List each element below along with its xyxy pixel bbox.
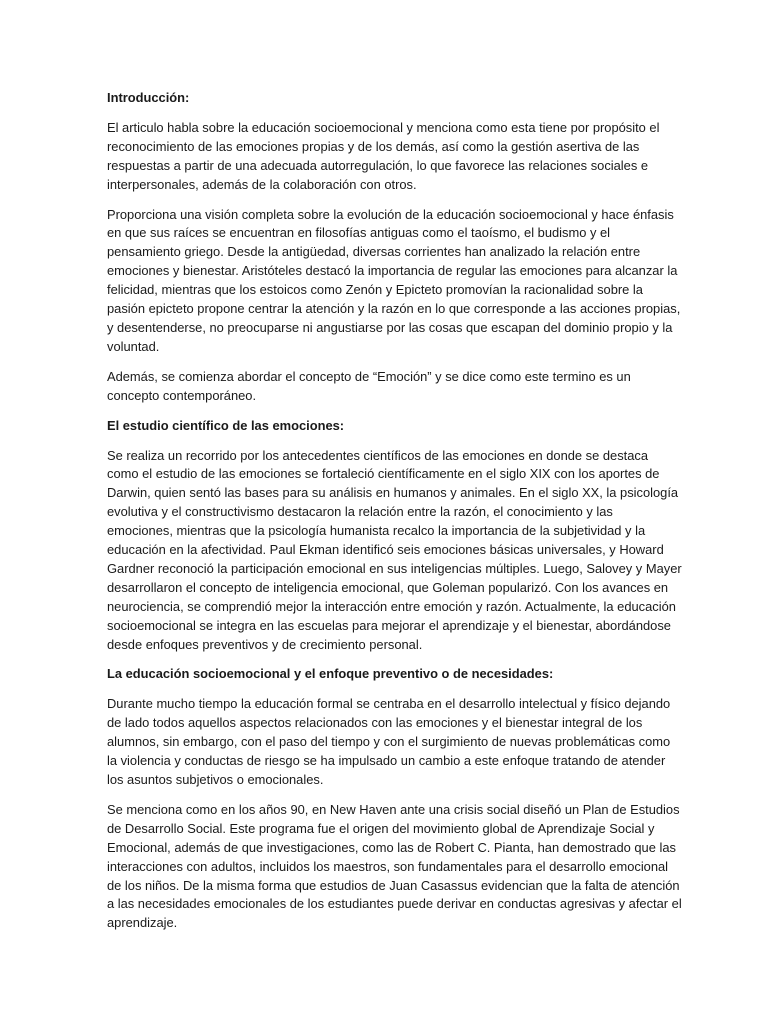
paragraph-4: Se realiza un recorrido por los antecedentes científicos de las emociones en donde se destaca como el estudio de las emociones se fortaleció científicamente en el siglo XIX con los aportes de Darwin, quien sentó las bases para su análisis en humanos y animales. En el siglo XX, la psicología evolutiva y el constructivismo destacaron la relación entre la razón, el conocimiento y las emociones, mientras que la psicología humanista recalco la importancia de la subjetividad y la educación en la afectividad. Paul Ekman identificó seis emociones básicas universales, y Howard Gardner reconoció la participación emocional en sus inteligencias múltiples. Luego, Salovey y Mayer desarrollaron el concepto de inteligencia emocional, que Goleman popularizó. Con los avances en neurociencia, se comprendió mejor la interacción entre emoción y razón. Actualmente, la educación socioemocional se integra en las escuelas para mejorar el aprendizaje y el bienestar, abordándose desde enfoques preventivos y de crecimiento personal.: [107, 447, 682, 652]
paragraph-3: Además, se comienza abordar el concepto de “Emoción” y se dice como este termino es un concepto contemporáneo.: [107, 368, 631, 403]
paragraph-2: Proporciona una visión completa sobre la evolución de la educación socioemocional y hace énfasis en que sus raíces se encuentran en filosofías antiguas como el taoísmo, el budismo y el pensamiento griego. Desde la antigüedad, diversas corrientes han analizado la relación entre emociones y bienestar. Aristóteles destacó la importancia de regular las emociones para alcanzar la felicidad, mientras que los estoicos como Zenón y Epicteto promovían la racionalidad sobre la pasión epicteto propone centrar la atención y la razón en lo que corresponde a las acciones propias, y desentenderse, no preocuparse ni angustiarse por las cosas que escapan del dominio propio y la voluntad.: [107, 206, 681, 354]
paragraph-1: El articulo habla sobre la educación socioemocional y menciona como esta tiene por propósito el reconocimiento de las emociones propias y de los demás, así como la gestión asertiva de las respuestas a partir de una adecuada autorregulación, lo que favorece las relaciones sociales e interpersonales, además de la colaboración con otros.: [107, 119, 660, 192]
heading-introduction: Introducción:: [107, 90, 190, 105]
paragraph-5: Durante mucho tiempo la educación formal se centraba en el desarrollo intelectual y físico dejando de lado todos aquellos aspectos relacionados con las emociones y el bienestar integral de los alumnos, sin embargo, con el paso del tiempo y con el surgimiento de nuevas problemáticas como la violencia y conductas de riesgo se ha impulsado un cambio a este enfoque tratando de atender los asuntos subjetivos o emocionales.: [107, 696, 671, 787]
paragraph-6: Se menciona como en los años 90, en New Haven ante una crisis social diseñó un Plan de Estudios de Desarrollo Social. Este programa fue el origen del movimiento global de Aprendizaje Social y Emocional, además de que investigaciones, como las de Robert C. Pianta, han demostrado que las interacciones con adultos, incluidos los maestros, son fundamentales para el desarrollo emocional de los niños. De la misma forma que estudios de Juan Casassus evidencian que la falta de atención a las necesidades emocionales de los estudiantes puede derivar en conductas agresivas y afectar el aprendizaje.: [107, 801, 682, 931]
heading-scientific-study: El estudio científico de las emociones:: [107, 417, 345, 433]
heading-preventive-approach: La educación socioemocional y el enfoque preventivo o de necesidades:: [107, 666, 554, 682]
